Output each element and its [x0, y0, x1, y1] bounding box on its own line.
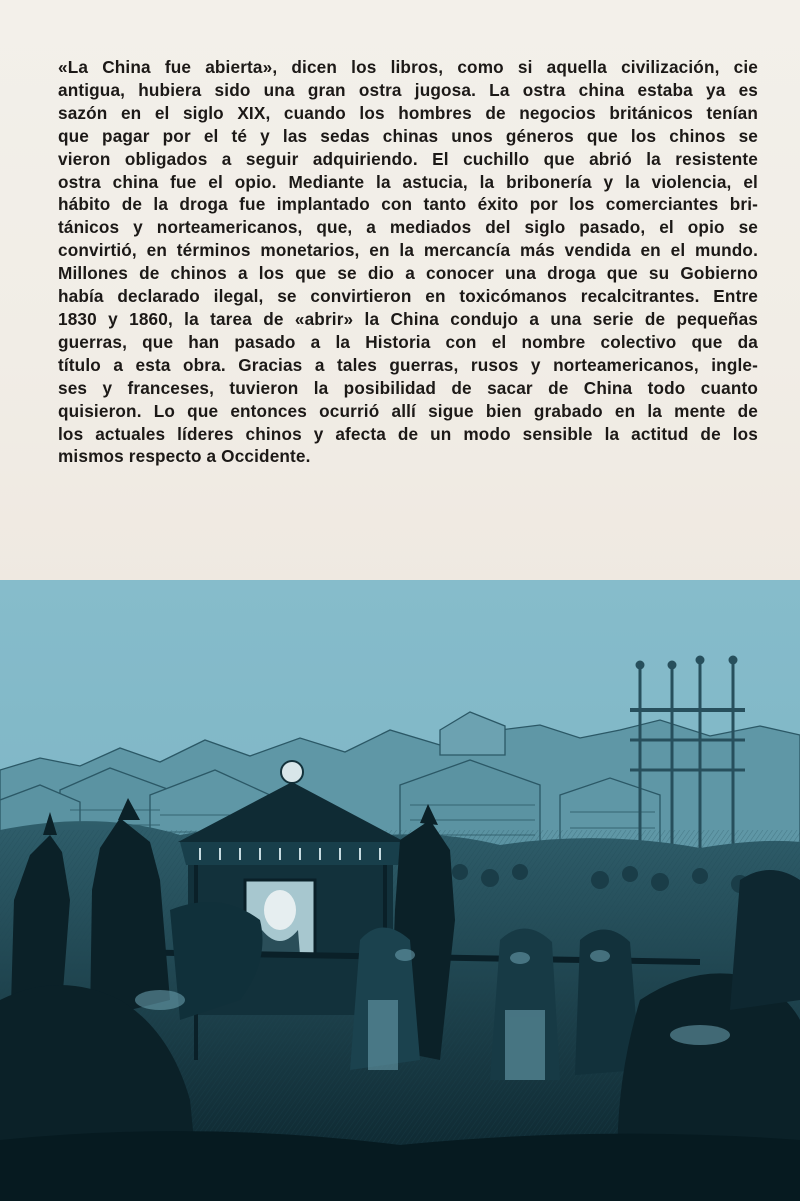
blurb-line: mismos respecto a Occidente.	[58, 446, 311, 467]
blurb-line: Millones de chinos a los que se dio a conocer una droga que su Gobierno	[58, 263, 758, 284]
engraving-procession-scene	[0, 580, 800, 1201]
blurb-line: los actuales líderes chinos y afecta de un modo sensible la actitud de los	[58, 423, 758, 444]
blurb-line: quisieron. Lo que entonces ocurrió allí sigue bien grabado en la mente de	[58, 400, 758, 421]
blurb-line: «La China fue abierta», dicen los libros, como si aquella civilización, cie	[58, 57, 758, 77]
cover-blurb	[58, 56, 758, 468]
blurb-line: tánicos y norteamericanos, que, a mediados del siglo pasado, el opio se	[58, 217, 758, 238]
blurb-line: hábito de la droga fue implantado con tanto éxito por los comerciantes bri-	[58, 194, 758, 215]
blurb-line: guerras, que han pasado a la Historia con el nombre colectivo que da	[58, 331, 758, 352]
cover-illustration	[0, 580, 800, 1201]
blurb-line: vieron obligados a seguir adquiriendo. El cuchillo que abrió la resistente	[58, 148, 758, 169]
text-panel	[0, 0, 800, 585]
blurb-line: 1830 y 1860, la tarea de «abrir» la China condujo a una serie de pequeñas	[58, 308, 758, 329]
blurb-line: sazón en el siglo XIX, cuando los hombres de negocios británicos tenían	[58, 102, 758, 123]
blurb-line: que pagar por el té y las sedas chinas unos géneros que los chinos se	[58, 125, 758, 146]
blurb-line: antigua, hubiera sido una gran ostra jugosa. La ostra china estaba ya es	[58, 79, 758, 100]
blurb-line: ostra china fue el opio. Mediante la astucia, la bribonería y la violencia, el	[58, 171, 758, 192]
blurb-line: había declarado ilegal, se convirtieron en toxicómanos recalcitrantes. Entre	[58, 286, 758, 307]
blurb-line: convirtió, en términos monetarios, en la mercancía más vendida en el mundo.	[58, 240, 758, 261]
blurb-line: ses y franceses, tuvieron la posibilidad de sacar de China todo cuanto	[58, 377, 758, 398]
blurb-line: título a esta obra. Gracias a tales guerras, rusos y norteamericanos, ingle-	[58, 354, 758, 375]
